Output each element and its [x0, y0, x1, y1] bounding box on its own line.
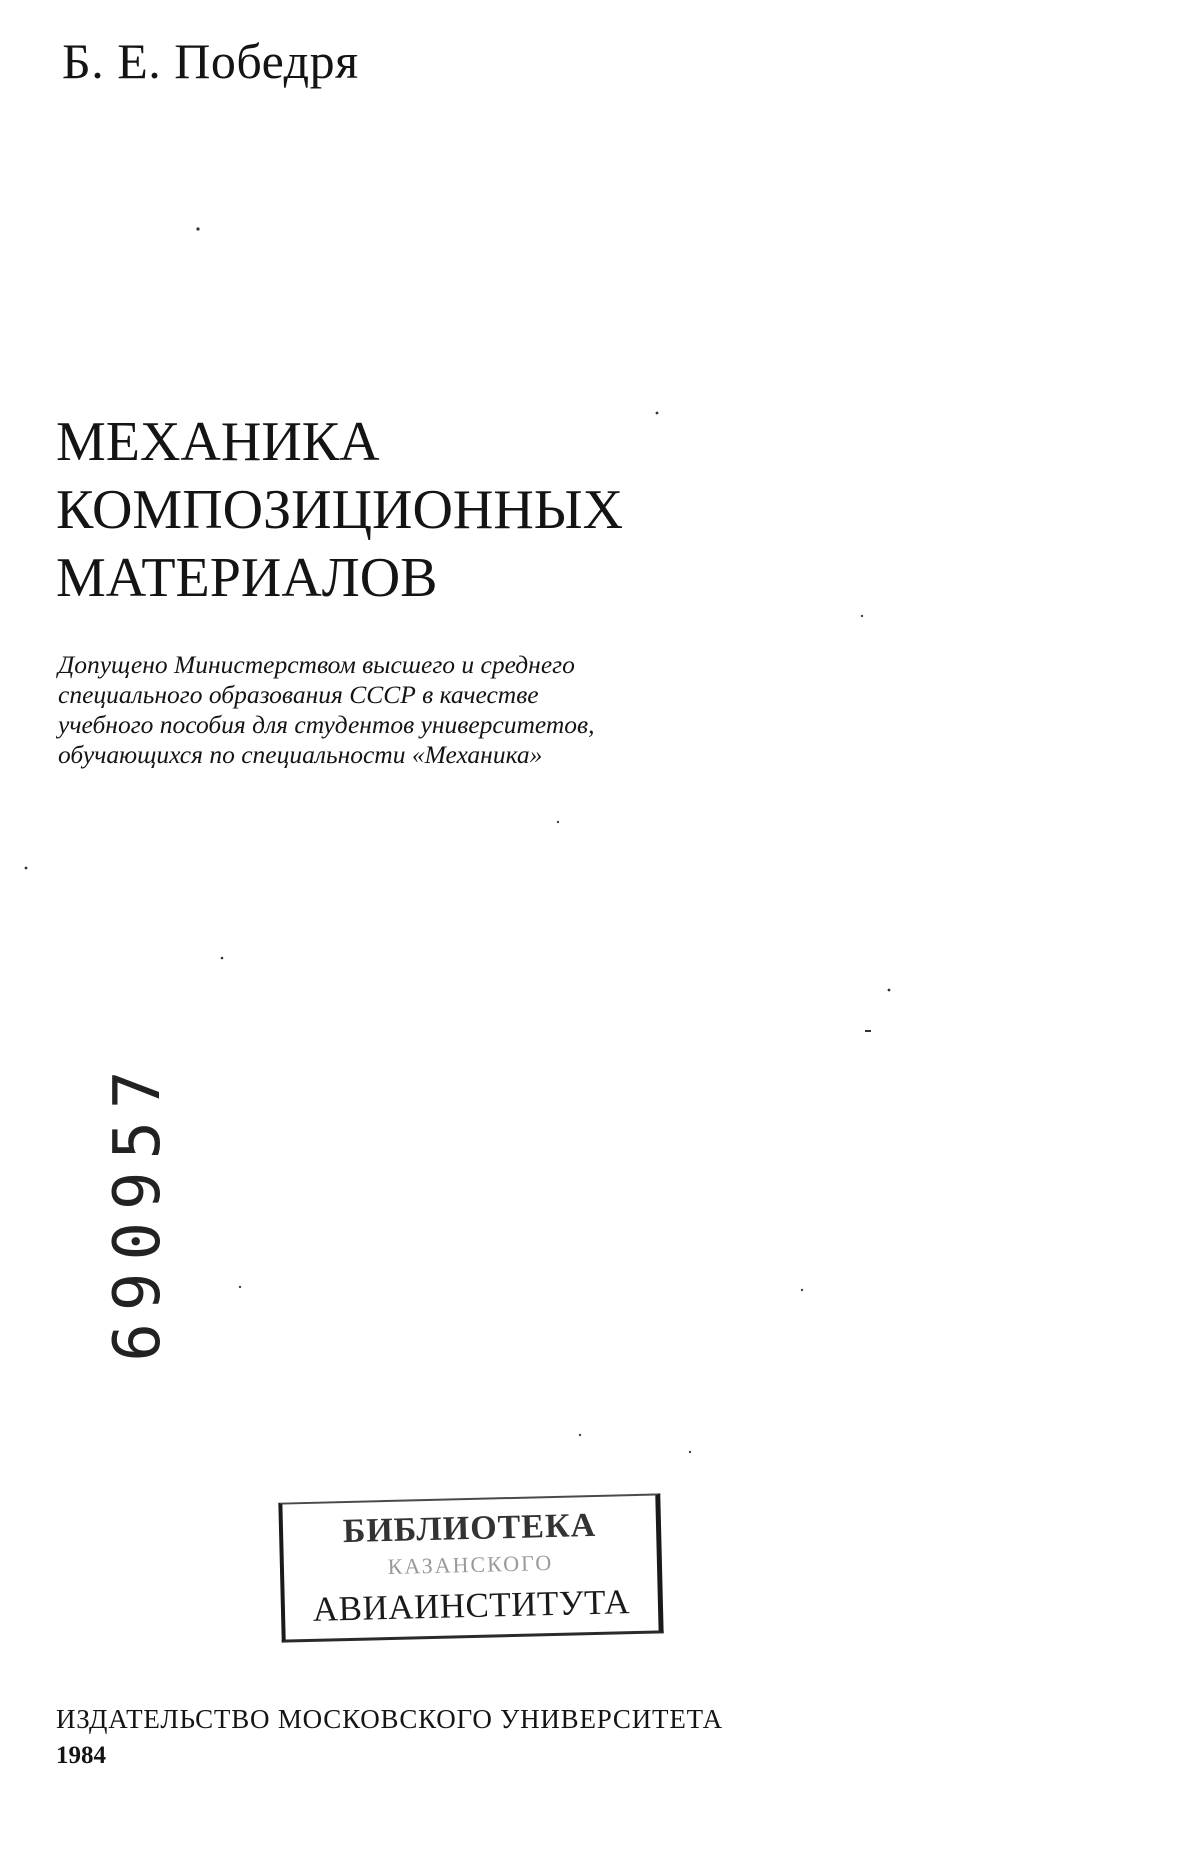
- approval-line: Допущено Министерством высшего и среднего: [58, 650, 575, 679]
- approval-line: учебного пособия для студентов университетов,: [58, 710, 595, 739]
- stamp-line-library: БИБЛИОТЕКА: [342, 1506, 597, 1551]
- title-line: МАТЕРИАЛОВ: [56, 547, 438, 609]
- publication-year: 1984: [56, 1742, 106, 1769]
- stamp-line-institute: АВИАИНСТИТУТА: [312, 1582, 631, 1629]
- stamp-line-city: КАЗАНСКОГО: [387, 1549, 554, 1580]
- approval-line: обучающихся по специальности «Механика»: [58, 740, 543, 769]
- title-line: МЕХАНИКА: [56, 411, 380, 473]
- publisher-name: ИЗДАТЕЛЬСТВО МОСКОВСКОГО УНИВЕРСИТЕТА: [56, 1704, 723, 1734]
- approval-line: специального образования СССР в качестве: [58, 680, 539, 709]
- author-name: Б. Е. Победря: [62, 33, 359, 89]
- inventory-number: 690957: [101, 1058, 175, 1362]
- title-line: КОМПОЗИЦИОННЫХ: [56, 479, 624, 541]
